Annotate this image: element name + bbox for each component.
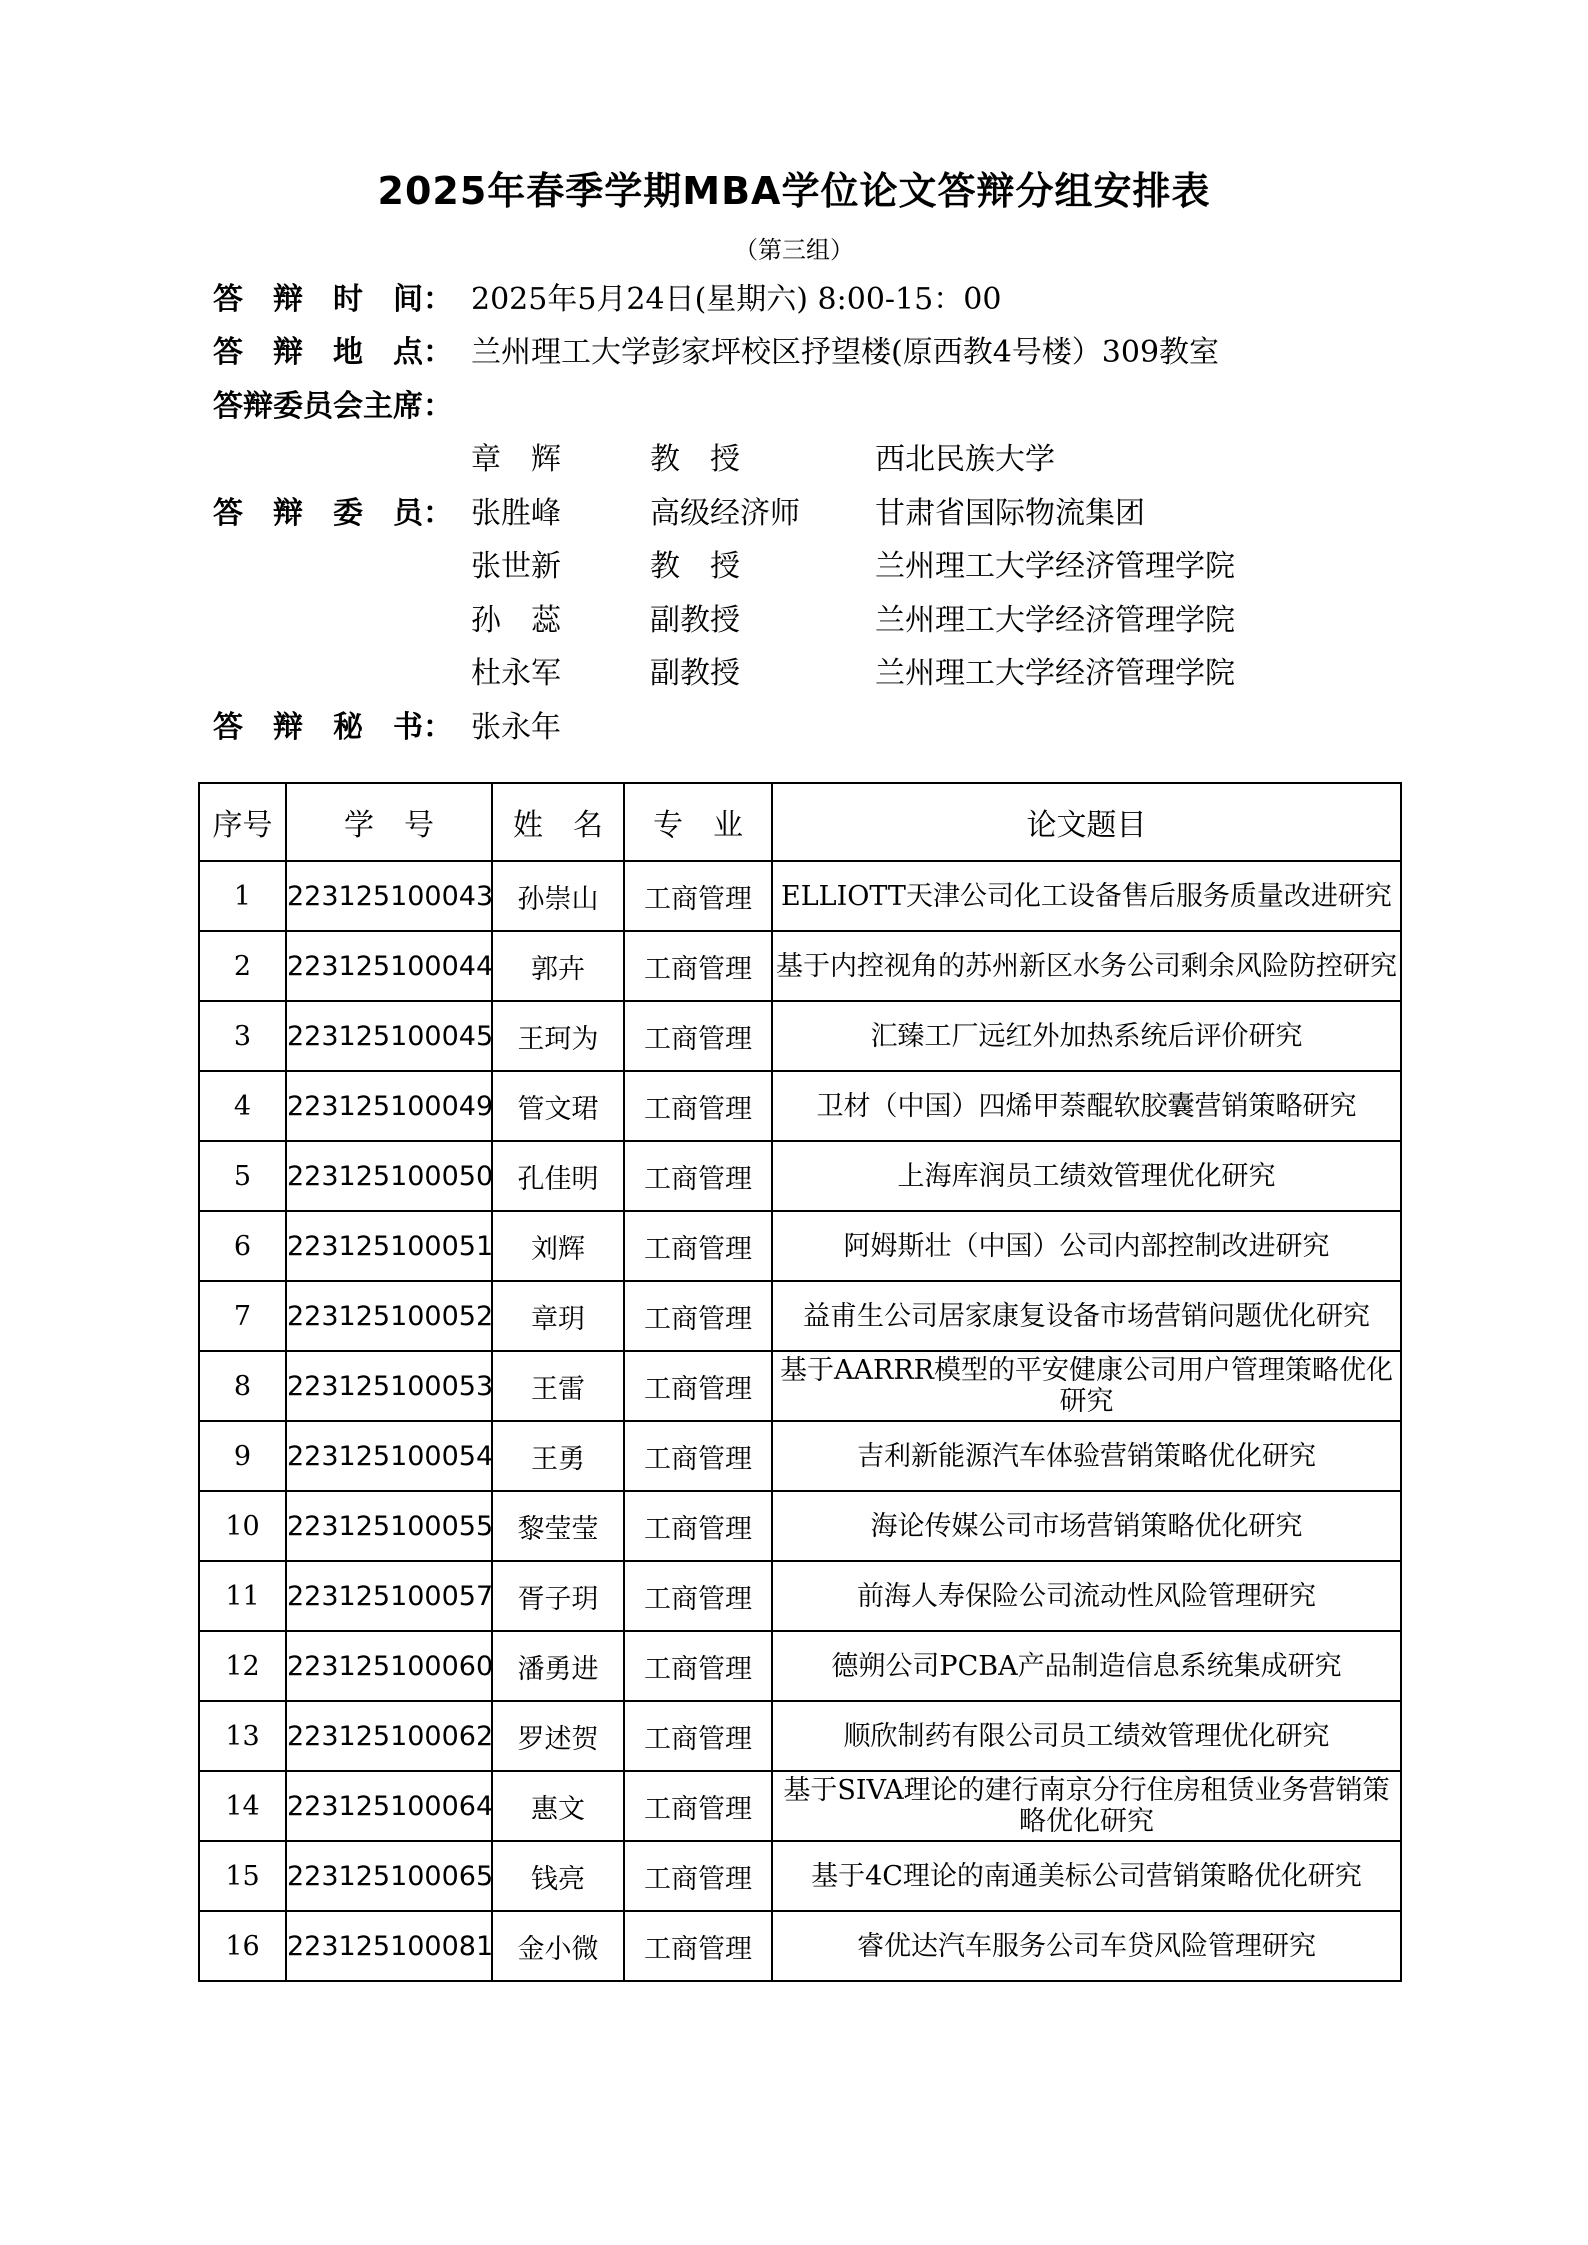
member-title: 教 授 [650,549,740,584]
cell-major: 工商管理 [624,1351,772,1421]
cell-name: 王勇 [492,1421,624,1491]
cell-student-id: 223125100050 [286,1141,492,1211]
cell-thesis-title: 基于SIVA理论的建行南京分行住房租赁业务营销策略优化研究 [772,1771,1401,1841]
cell-student-id: 223125100051 [286,1211,492,1281]
defense-place-label: 答 辩 地 点： [213,335,453,370]
cell-name: 惠文 [492,1771,624,1841]
table-row [199,1491,1401,1561]
cell-thesis-title: 汇臻工厂远红外加热系统后评价研究 [772,1001,1401,1071]
member-unit: 兰州理工大学经济管理学院 [875,549,1235,584]
defense-place-line [213,333,1219,373]
cell-seq: 14 [199,1771,286,1841]
cell-major: 工商管理 [624,861,772,931]
committee-chair-line [213,387,471,427]
cell-major: 工商管理 [624,1281,772,1351]
secretary-line [213,708,561,748]
cell-student-id: 223125100081 [286,1911,492,1981]
cell-major: 工商管理 [624,931,772,1001]
cell-student-id: 223125100052 [286,1281,492,1351]
cell-major: 工商管理 [624,1631,772,1701]
cell-seq: 16 [199,1911,286,1981]
group-subtitle: （第三组） [734,236,854,264]
cell-seq: 10 [199,1491,286,1561]
member-title: 副教授 [650,656,740,691]
defense-time-label: 答 辩 时 间： [213,282,453,317]
chair-name: 章 辉 [471,442,561,477]
member-name: 张世新 [471,549,561,584]
chair-title: 教 授 [650,442,740,477]
cell-major: 工商管理 [624,1071,772,1141]
cell-thesis-title: 吉利新能源汽车体验营销策略优化研究 [772,1421,1401,1491]
table-header-row [199,783,1401,861]
cell-seq: 8 [199,1351,286,1421]
secretary-value: 张永年 [471,710,561,745]
cell-thesis-title: 阿姆斯壮（中国）公司内部控制改进研究 [772,1211,1401,1281]
cell-name: 胥子玥 [492,1561,624,1631]
defense-schedule-table [198,782,1402,1982]
cell-student-id: 223125100057 [286,1561,492,1631]
header-student-id: 学 号 [286,783,492,861]
cell-major: 工商管理 [624,1491,772,1561]
cell-name: 潘勇进 [492,1631,624,1701]
table-row [199,1911,1401,1981]
cell-thesis-title: 前海人寿保险公司流动性风险管理研究 [772,1561,1401,1631]
cell-name: 孙崇山 [492,861,624,931]
cell-thesis-title: 海论传媒公司市场营销策略优化研究 [772,1491,1401,1561]
cell-thesis-title: 顺欣制药有限公司员工绩效管理优化研究 [772,1701,1401,1771]
cell-name: 郭卉 [492,931,624,1001]
cell-student-id: 223125100045 [286,1001,492,1071]
cell-student-id: 223125100043 [286,861,492,931]
cell-major: 工商管理 [624,1841,772,1911]
member-name: 孙 蕊 [471,603,561,638]
cell-name: 钱亮 [492,1841,624,1911]
member-title: 副教授 [650,603,740,638]
document-title: 2025年春季学期MBA学位论文答辩分组安排表 [377,169,1211,213]
table-row [199,1561,1401,1631]
cell-thesis-title: 睿优达汽车服务公司车贷风险管理研究 [772,1911,1401,1981]
cell-thesis-title: 益甫生公司居家康复设备市场营销问题优化研究 [772,1281,1401,1351]
table-row [199,1841,1401,1911]
cell-student-id: 223125100060 [286,1631,492,1701]
defense-time-value: 2025年5月24日(星期六) 8:00-15：00 [471,282,1002,317]
cell-major: 工商管理 [624,1561,772,1631]
cell-name: 王珂为 [492,1001,624,1071]
cell-major: 工商管理 [624,1911,772,1981]
table-row [199,1001,1401,1071]
cell-thesis-title: 基于内控视角的苏州新区水务公司剩余风险防控研究 [772,931,1401,1001]
cell-student-id: 223125100064 [286,1771,492,1841]
table-row [199,1421,1401,1491]
cell-seq: 2 [199,931,286,1001]
table-row [199,931,1401,1001]
cell-name: 孔佳明 [492,1141,624,1211]
cell-thesis-title: 基于4C理论的南通美标公司营销策略优化研究 [772,1841,1401,1911]
cell-student-id: 223125100062 [286,1701,492,1771]
secretary-label: 答 辩 秘 书： [213,710,453,745]
cell-student-id: 223125100044 [286,931,492,1001]
cell-student-id: 223125100054 [286,1421,492,1491]
table-row [199,1701,1401,1771]
cell-seq: 1 [199,861,286,931]
cell-name: 刘辉 [492,1211,624,1281]
table-row [199,1351,1401,1421]
cell-thesis-title: 上海库润员工绩效管理优化研究 [772,1141,1401,1211]
cell-seq: 7 [199,1281,286,1351]
cell-thesis-title: ELLIOTT天津公司化工设备售后服务质量改进研究 [772,861,1401,931]
table-row [199,1771,1401,1841]
cell-major: 工商管理 [624,1141,772,1211]
header-seq: 序号 [199,783,286,861]
cell-name: 金小微 [492,1911,624,1981]
defense-time-line [213,280,1001,320]
cell-seq: 4 [199,1071,286,1141]
member-name: 杜永军 [471,656,561,691]
cell-seq: 9 [199,1421,286,1491]
cell-name: 罗述贺 [492,1701,624,1771]
cell-major: 工商管理 [624,1771,772,1841]
cell-name: 王雷 [492,1351,624,1421]
header-major: 专 业 [624,783,772,861]
header-thesis-title: 论文题目 [772,783,1401,861]
cell-seq: 6 [199,1211,286,1281]
member-title: 高级经济师 [650,496,800,531]
committee-members-label: 答 辩 委 员： [213,496,453,531]
cell-seq: 13 [199,1701,286,1771]
defense-place-value: 兰州理工大学彭家坪校区抒望楼(原西教4号楼）309教室 [471,335,1220,370]
cell-student-id: 223125100065 [286,1841,492,1911]
cell-name: 章玥 [492,1281,624,1351]
table-row [199,1071,1401,1141]
cell-seq: 5 [199,1141,286,1211]
cell-thesis-title: 基于AARRR模型的平安健康公司用户管理策略优化研究 [772,1351,1401,1421]
cell-major: 工商管理 [624,1421,772,1491]
cell-student-id: 223125100049 [286,1071,492,1141]
committee-members-line [213,494,471,534]
table-row [199,1281,1401,1351]
member-unit: 兰州理工大学经济管理学院 [875,656,1235,691]
table-row [199,1631,1401,1701]
table-row [199,861,1401,931]
cell-student-id: 223125100055 [286,1491,492,1561]
cell-student-id: 223125100053 [286,1351,492,1421]
cell-seq: 15 [199,1841,286,1911]
cell-seq: 3 [199,1001,286,1071]
cell-name: 管文珺 [492,1071,624,1141]
cell-major: 工商管理 [624,1001,772,1071]
cell-name: 黎莹莹 [492,1491,624,1561]
cell-thesis-title: 卫材（中国）四烯甲萘醌软胶囊营销策略研究 [772,1071,1401,1141]
member-unit: 兰州理工大学经济管理学院 [875,603,1235,638]
committee-chair-label: 答辩委员会主席： [213,389,453,424]
cell-seq: 11 [199,1561,286,1631]
member-unit: 甘肃省国际物流集团 [875,496,1145,531]
cell-major: 工商管理 [624,1211,772,1281]
cell-major: 工商管理 [624,1701,772,1771]
member-name: 张胜峰 [471,496,561,531]
table-row [199,1211,1401,1281]
cell-thesis-title: 德朔公司PCBA产品制造信息系统集成研究 [772,1631,1401,1701]
header-name: 姓 名 [492,783,624,861]
table-row [199,1141,1401,1211]
cell-seq: 12 [199,1631,286,1701]
chair-unit: 西北民族大学 [875,442,1055,477]
